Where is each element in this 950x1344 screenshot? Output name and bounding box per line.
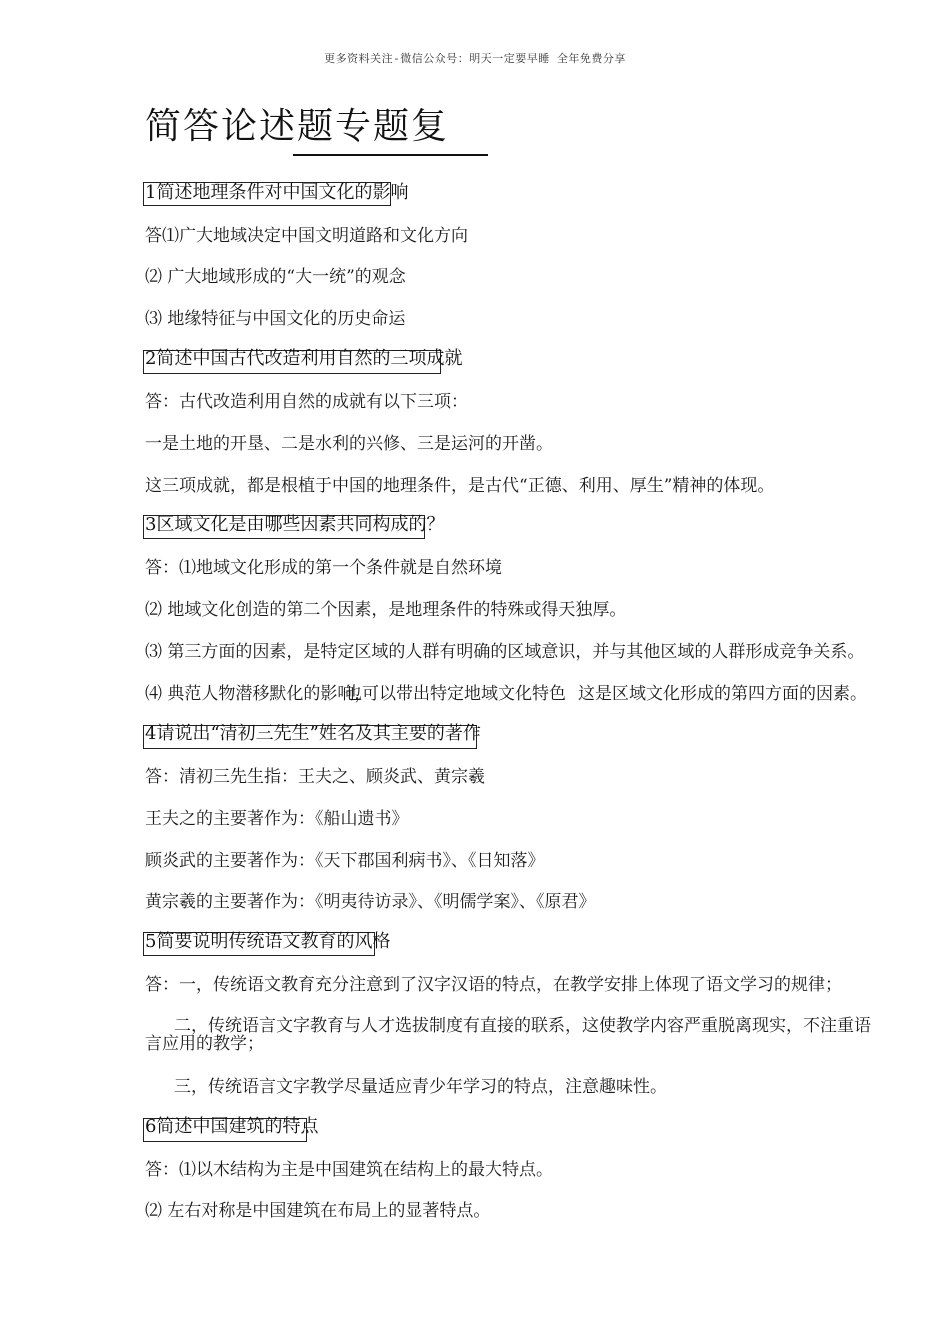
question-heading: 5简要说明传统语文教育的风格 <box>145 931 391 952</box>
answer-line-overlap: 这是区域文化形成的第四方面的因素。 <box>578 684 867 704</box>
answer-line: 答：古代改造利用自然的成就有以下三项： <box>145 392 468 412</box>
answer-line: 王夫之的主要著作为：《船山遗书》 <box>145 809 409 829</box>
answer-line: 二，传统语言文字教育与人才选拔制度有直接的联系，这使教学内容严重脱离现实，不注重语 <box>174 1016 871 1036</box>
answer-line: ⑵ 左右对称是中国建筑在布局上的显著特点。 <box>145 1201 491 1221</box>
title-underline <box>293 154 488 156</box>
question-heading: 3区域文化是由哪些因素共同构成的？ <box>145 514 445 535</box>
answer-line: 答：⑴以木结构为主是中国建筑在结构上的最大特点。 <box>145 1160 553 1180</box>
answer-line: 言应用的教学； <box>145 1034 264 1054</box>
question-heading: 2简述中国古代改造利用自然的三项成就 <box>145 348 463 369</box>
answer-line: 答：一，传统语文教育充分注意到了汉字汉语的特点，在教学安排上体现了语文学习的规律； <box>145 975 842 995</box>
answer-line: ⑷ 典范人物潜移默化的影响， <box>145 684 372 704</box>
answer-line: 一是土地的开垦、二是水利的兴修、三是运河的开凿。 <box>145 434 553 454</box>
question-heading: 1简述地理条件对中国文化的影响 <box>145 182 409 203</box>
question-heading: 4请说出“清初三先生”姓名及其主要的著作 <box>145 723 481 744</box>
answer-line: ⑶ 地缘特征与中国文化的历史命运 <box>145 309 406 329</box>
answer-line: 这三项成就，都是根植于中国的地理条件，是古代“正德、利用、厚生”精神的体现。 <box>145 476 775 496</box>
page-header-promo: 更多资料关注-微信公众号：明天一定要早睡 全年免费分享 <box>324 52 626 65</box>
question-heading: 6简述中国建筑的特点 <box>145 1116 319 1137</box>
answer-line: ⑵ 广大地域形成的“大一统”的观念 <box>145 267 406 287</box>
answer-line: 答：清初三先生指：王夫之、顾炎武、黄宗羲 <box>145 767 485 787</box>
answer-line: 答⑴广大地域决定中国文明道路和文化方向 <box>145 226 468 246</box>
answer-line: 三，传统语言文字教学尽量适应青少年学习的特点，注意趣味性。 <box>174 1077 667 1097</box>
answer-line-overlap: 也可以带出特定地域文化特色 <box>345 684 566 704</box>
answer-line: 黄宗羲的主要著作为：《明夷待访录》、《明儒学案》、《原君》 <box>145 892 596 912</box>
page-title: 简答论述题专题复 <box>145 106 450 147</box>
answer-line: ⑶ 第三方面的因素，是特定区域的人群有明确的区域意识，并与其他区域的人群形成竞争关系。 <box>145 642 865 662</box>
answer-line: 顾炎武的主要著作为：《天下郡国利病书》、《日知落》 <box>145 851 545 871</box>
answer-line: 答：⑴地域文化形成的第一个条件就是自然环境 <box>145 558 502 578</box>
answer-line: ⑵ 地域文化创造的第二个因素，是地理条件的特殊或得天独厚。 <box>145 600 627 620</box>
